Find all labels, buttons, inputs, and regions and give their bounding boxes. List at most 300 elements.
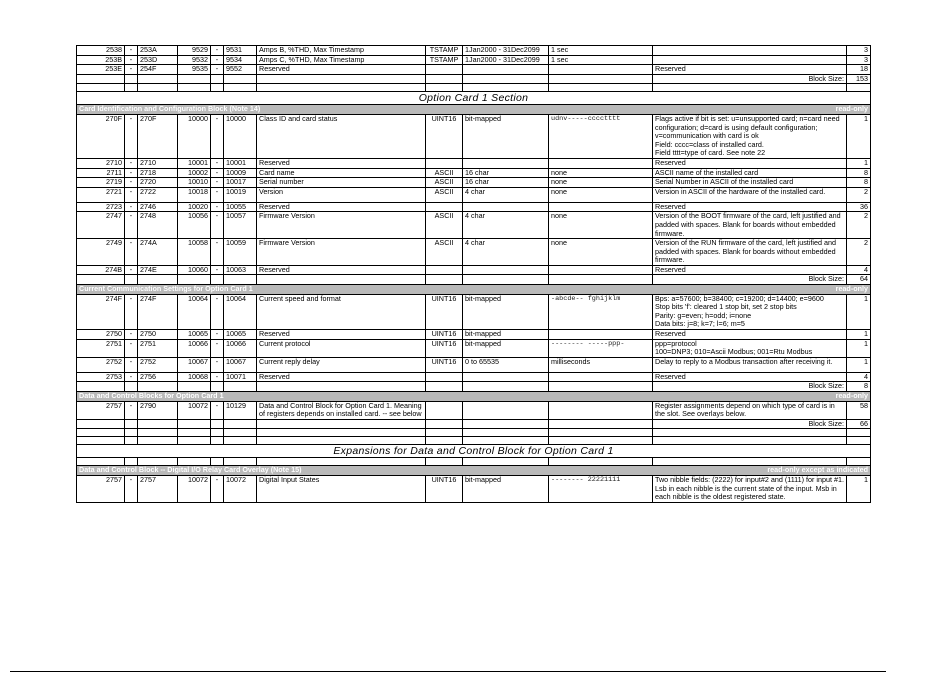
description-cell: Current speed and format (257, 294, 426, 329)
dec-end: 10129 (224, 401, 257, 419)
description-cell: Firmware Version (257, 212, 426, 239)
hex-dash: - (125, 475, 138, 502)
section-access-label: read-only (835, 391, 868, 400)
register-count-cell: 36 (847, 202, 871, 212)
empty-cell (549, 437, 653, 445)
empty-cell (211, 429, 224, 437)
empty-cell (178, 429, 211, 437)
empty-cell (224, 419, 257, 429)
empty-cell (463, 419, 549, 429)
dec-dash: - (211, 330, 224, 340)
comments-cell (653, 46, 847, 56)
range-cell (463, 158, 549, 168)
range-cell: 4 char (463, 187, 549, 202)
description-cell: Class ID and card status (257, 114, 426, 158)
units-cell (549, 330, 653, 340)
empty-cell (77, 84, 125, 92)
section-header-row (77, 392, 871, 402)
table-row (77, 265, 871, 275)
format-cell: UINT16 (426, 114, 463, 158)
description-cell: Data and Control Block for Option Card 1. Meaning of registers depends on installed card. -- see below (257, 401, 426, 419)
hex-end: 2710 (138, 158, 178, 168)
dec-start: 10068 (178, 372, 211, 382)
table-row (77, 212, 871, 239)
register-count-cell: 1 (847, 339, 871, 357)
units-cell (549, 202, 653, 212)
empty-cell (463, 84, 549, 92)
description-cell: Digital Input States (257, 475, 426, 502)
hex-end: 2748 (138, 212, 178, 239)
dec-start: 10010 (178, 178, 211, 188)
section-header-label: Data and Control Block -- Digital I/O Relay Card Overlay (Note 15) (79, 465, 302, 475)
empty-cell (426, 275, 463, 285)
range-cell: bit-mapped (463, 339, 549, 357)
dec-dash: - (211, 294, 224, 329)
register-count-cell: 1 (847, 158, 871, 168)
format-cell (426, 372, 463, 382)
blank-row (77, 437, 871, 445)
hex-start: 2538 (77, 46, 125, 56)
empty-cell (211, 437, 224, 445)
hex-end: 2718 (138, 168, 178, 178)
block-size-row (77, 382, 871, 392)
dec-dash: - (211, 202, 224, 212)
empty-cell (125, 74, 138, 84)
units-cell: milliseconds (549, 357, 653, 372)
empty-cell (211, 84, 224, 92)
dec-end: 9531 (224, 46, 257, 56)
empty-cell (211, 275, 224, 285)
hex-start: 2751 (77, 339, 125, 357)
units-cell: none (549, 168, 653, 178)
dec-dash: - (211, 357, 224, 372)
empty-cell (138, 437, 178, 445)
description-cell: Version (257, 187, 426, 202)
block-size-label: Block Size: (653, 275, 847, 285)
format-cell: TSTAMP (426, 46, 463, 56)
hex-end: 2756 (138, 372, 178, 382)
description-cell: Current protocol (257, 339, 426, 357)
comments-cell: Reserved (653, 202, 847, 212)
dec-end: 9552 (224, 65, 257, 75)
empty-cell (426, 84, 463, 92)
table-row (77, 178, 871, 188)
register-count-cell: 1 (847, 294, 871, 329)
hex-start: 2747 (77, 212, 125, 239)
dec-start: 10002 (178, 168, 211, 178)
hex-start: 2753 (77, 372, 125, 382)
hex-dash: - (125, 114, 138, 158)
dec-start: 10064 (178, 294, 211, 329)
empty-cell (125, 419, 138, 429)
range-cell: 0 to 65535 (463, 357, 549, 372)
register-count-cell: 1 (847, 475, 871, 502)
format-cell (426, 202, 463, 212)
dec-start: 10018 (178, 187, 211, 202)
format-cell: UINT16 (426, 475, 463, 502)
table-row (77, 114, 871, 158)
empty-cell (224, 458, 257, 466)
dec-dash: - (211, 265, 224, 275)
format-cell: ASCII (426, 168, 463, 178)
empty-cell (211, 382, 224, 392)
empty-cell (463, 74, 549, 84)
dec-dash: - (211, 239, 224, 266)
dec-dash: - (211, 158, 224, 168)
empty-cell (178, 419, 211, 429)
section-header-row (77, 466, 871, 476)
dec-end: 10001 (224, 158, 257, 168)
format-cell: UINT16 (426, 330, 463, 340)
empty-cell (463, 275, 549, 285)
dec-start: 10065 (178, 330, 211, 340)
dec-end: 10000 (224, 114, 257, 158)
hex-end: 270F (138, 114, 178, 158)
empty-cell (125, 382, 138, 392)
dec-end: 10055 (224, 202, 257, 212)
empty-cell (549, 74, 653, 84)
register-count-cell: 4 (847, 265, 871, 275)
range-cell (463, 65, 549, 75)
range-cell: bit-mapped (463, 475, 549, 502)
dec-end: 10067 (224, 357, 257, 372)
range-cell: 4 char (463, 212, 549, 239)
description-cell: Amps C, %THD, Max Timestamp (257, 55, 426, 65)
empty-cell (549, 419, 653, 429)
blank-row (77, 429, 871, 437)
dec-start: 9529 (178, 46, 211, 56)
table-row (77, 239, 871, 266)
empty-cell (178, 74, 211, 84)
hex-start: 2723 (77, 202, 125, 212)
section-header-label: Data and Control Blocks for Option Card 1 (79, 391, 224, 400)
table-row (77, 65, 871, 75)
table-row (77, 357, 871, 372)
table-row (77, 401, 871, 419)
empty-cell (257, 84, 426, 92)
hex-start: 253B (77, 55, 125, 65)
section-access-label: read-only (835, 104, 868, 114)
dec-start: 10056 (178, 212, 211, 239)
dec-dash: - (211, 178, 224, 188)
empty-cell (224, 437, 257, 445)
hex-dash: - (125, 357, 138, 372)
empty-cell (77, 382, 125, 392)
description-cell: Amps B, %THD, Max Timestamp (257, 46, 426, 56)
dec-end: 10064 (224, 294, 257, 329)
comments-cell: Bps: a=57600; b=38400; c=19200; d=14400; e=9600 Stop bits 'f': cleared 1 stop bit, set 2 stop bits Parity: g=even; h=odd; i=none Data bits: j=8; k=7; l=6; m=5 (653, 294, 847, 329)
dec-start: 10000 (178, 114, 211, 158)
empty-cell (426, 382, 463, 392)
register-count-cell: 18 (847, 65, 871, 75)
empty-cell (847, 437, 871, 445)
empty-cell (178, 437, 211, 445)
range-cell (463, 401, 549, 419)
hex-start: 2749 (77, 239, 125, 266)
units-cell (549, 401, 653, 419)
units-cell: none (549, 187, 653, 202)
register-count-cell: 8 (847, 168, 871, 178)
hex-start: 2719 (77, 178, 125, 188)
range-cell (463, 265, 549, 275)
hex-dash: - (125, 330, 138, 340)
block-size-value: 153 (847, 74, 871, 84)
table-row (77, 339, 871, 357)
empty-cell (257, 74, 426, 84)
units-cell (549, 65, 653, 75)
dec-end: 10072 (224, 475, 257, 502)
empty-cell (653, 429, 847, 437)
dec-start: 9532 (178, 55, 211, 65)
section-access-label: read-only except as indicated (767, 465, 868, 475)
hex-end: 2720 (138, 178, 178, 188)
dec-dash: - (211, 212, 224, 239)
section-header (77, 466, 871, 476)
empty-cell (138, 84, 178, 92)
empty-cell (211, 74, 224, 84)
comments-cell: Reserved (653, 265, 847, 275)
units-cell (549, 158, 653, 168)
table-row (77, 158, 871, 168)
register-count-cell: 8 (847, 178, 871, 188)
table-row (77, 168, 871, 178)
comments-cell: Version of the RUN firmware of the card, left justified and padded with spaces. Blank for boards without embedded firmware. (653, 239, 847, 266)
comments-cell: Two nibble fields: (2222) for input#2 and (1111) for input #1. Lsb in each nibble is the current state of the input. Msb in each nibble is the oldest registered state. (653, 475, 847, 502)
dec-end: 10017 (224, 178, 257, 188)
block-size-label: Block Size: (653, 419, 847, 429)
empty-cell (257, 429, 426, 437)
format-cell (426, 265, 463, 275)
empty-cell (549, 458, 653, 466)
hex-dash: - (125, 65, 138, 75)
units-cell (549, 372, 653, 382)
hex-start: 2752 (77, 357, 125, 372)
comments-cell: Delay to reply to a Modbus transaction after receiving it. (653, 357, 847, 372)
empty-cell (463, 458, 549, 466)
description-cell: Reserved (257, 265, 426, 275)
section-access-label: read-only (835, 284, 868, 294)
register-count-cell: 2 (847, 239, 871, 266)
format-cell: ASCII (426, 178, 463, 188)
blank-row (77, 84, 871, 92)
dec-start: 10072 (178, 401, 211, 419)
register-rows (77, 46, 871, 503)
register-count-cell: 4 (847, 372, 871, 382)
description-cell: Firmware Version (257, 239, 426, 266)
hex-dash: - (125, 187, 138, 202)
empty-cell (653, 437, 847, 445)
empty-cell (257, 419, 426, 429)
section-title: Expansions for Data and Control Block for Option Card 1 (77, 445, 871, 458)
empty-cell (211, 419, 224, 429)
format-cell: ASCII (426, 239, 463, 266)
dec-dash: - (211, 339, 224, 357)
dec-start: 10060 (178, 265, 211, 275)
comments-cell: Reserved (653, 158, 847, 168)
register-count-cell: 58 (847, 401, 871, 419)
hex-dash: - (125, 294, 138, 329)
comments-cell: Serial Number in ASCII of the installed card (653, 178, 847, 188)
blank-row (77, 458, 871, 466)
empty-cell (257, 275, 426, 285)
block-size-value: 64 (847, 275, 871, 285)
comments-cell: ppp=protocol 100=DNP3; 010=Ascii Modbus; 001=Rtu Modbus (653, 339, 847, 357)
empty-cell (77, 419, 125, 429)
table-row (77, 55, 871, 65)
empty-cell (77, 74, 125, 84)
empty-cell (138, 458, 178, 466)
empty-cell (138, 429, 178, 437)
empty-cell (257, 437, 426, 445)
hex-dash: - (125, 239, 138, 266)
section-header-row (77, 105, 871, 115)
register-count-cell: 1 (847, 357, 871, 372)
register-count-cell: 3 (847, 46, 871, 56)
description-cell: Reserved (257, 202, 426, 212)
hex-dash: - (125, 55, 138, 65)
empty-cell (77, 458, 125, 466)
units-cell (549, 265, 653, 275)
table-row (77, 202, 871, 212)
comments-cell: Register assignments depend on which type of card is in the slot. See overlays below. (653, 401, 847, 419)
hex-end: 2746 (138, 202, 178, 212)
range-cell (463, 202, 549, 212)
empty-cell (257, 382, 426, 392)
comments-cell: ASCII name of the installed card (653, 168, 847, 178)
hex-end: 254F (138, 65, 178, 75)
units-cell: -------- -----ppp- (549, 339, 653, 357)
empty-cell (426, 458, 463, 466)
empty-cell (463, 382, 549, 392)
units-cell: none (549, 178, 653, 188)
range-cell: bit-mapped (463, 294, 549, 329)
hex-dash: - (125, 46, 138, 56)
hex-end: 253D (138, 55, 178, 65)
dec-end: 10019 (224, 187, 257, 202)
empty-cell (178, 84, 211, 92)
hex-dash: - (125, 202, 138, 212)
range-cell (463, 372, 549, 382)
description-cell: Reserved (257, 372, 426, 382)
hex-dash: - (125, 178, 138, 188)
empty-cell (426, 437, 463, 445)
range-cell: bit-mapped (463, 114, 549, 158)
units-cell: udnv-----cccctttt (549, 114, 653, 158)
dec-end: 10009 (224, 168, 257, 178)
empty-cell (549, 275, 653, 285)
format-cell (426, 65, 463, 75)
units-cell: none (549, 212, 653, 239)
dec-start: 10058 (178, 239, 211, 266)
empty-cell (125, 429, 138, 437)
units-cell: -abcde-- fghijklm (549, 294, 653, 329)
range-cell: 16 char (463, 168, 549, 178)
format-cell: UINT16 (426, 357, 463, 372)
table-row (77, 187, 871, 202)
dec-dash: - (211, 55, 224, 65)
hex-dash: - (125, 168, 138, 178)
block-size-value: 8 (847, 382, 871, 392)
section-header-label: Card Identification and Configuration Block (Note 14) (79, 104, 261, 114)
empty-cell (224, 275, 257, 285)
table-row (77, 475, 871, 502)
footer-rule (10, 671, 886, 672)
dec-start: 10001 (178, 158, 211, 168)
format-cell: UINT16 (426, 294, 463, 329)
dec-dash: - (211, 65, 224, 75)
hex-start: 2710 (77, 158, 125, 168)
description-cell: Card name (257, 168, 426, 178)
dec-start: 9535 (178, 65, 211, 75)
hex-end: 274A (138, 239, 178, 266)
format-cell: ASCII (426, 187, 463, 202)
hex-end: 2752 (138, 357, 178, 372)
register-count-cell: 3 (847, 55, 871, 65)
dec-end: 9534 (224, 55, 257, 65)
empty-cell (77, 275, 125, 285)
table-row (77, 372, 871, 382)
block-size-row (77, 419, 871, 429)
range-cell: 1Jan2000 - 31Dec2099 (463, 46, 549, 56)
empty-cell (125, 437, 138, 445)
register-map-sheet (76, 45, 868, 503)
hex-dash: - (125, 339, 138, 357)
empty-cell (549, 84, 653, 92)
empty-cell (426, 429, 463, 437)
dec-end: 10057 (224, 212, 257, 239)
section-header-label: Current Communication Settings for Option Card 1 (79, 284, 253, 294)
section-header-row (77, 285, 871, 295)
section-title-row (77, 92, 871, 105)
dec-start: 10067 (178, 357, 211, 372)
empty-cell (426, 74, 463, 84)
table-row (77, 330, 871, 340)
empty-cell (178, 382, 211, 392)
hex-dash: - (125, 372, 138, 382)
range-cell: bit-mapped (463, 330, 549, 340)
hex-start: 2721 (77, 187, 125, 202)
empty-cell (138, 419, 178, 429)
format-cell (426, 401, 463, 419)
empty-cell (224, 429, 257, 437)
empty-cell (549, 429, 653, 437)
dec-dash: - (211, 187, 224, 202)
block-size-row (77, 275, 871, 285)
description-cell: Reserved (257, 330, 426, 340)
empty-cell (463, 429, 549, 437)
register-count-cell: 1 (847, 330, 871, 340)
dec-dash: - (211, 46, 224, 56)
hex-start: 2757 (77, 475, 125, 502)
section-header (77, 392, 871, 402)
table-row (77, 46, 871, 56)
comments-cell: Version of the BOOT firmware of the card, left justified and padded with spaces. Blank for boards without embedded firmware. (653, 212, 847, 239)
comments-cell (653, 55, 847, 65)
units-cell: 1 sec (549, 55, 653, 65)
dec-end: 10065 (224, 330, 257, 340)
comments-cell: Version in ASCII of the hardware of the installed card. (653, 187, 847, 202)
comments-cell: Flags active if bit is set: u=unsupported card; n=card need configuration; d=card is using default configuration; v=communication with card is ok Field: cccc=class of installed card. Field tttt=type of card. See note 22 (653, 114, 847, 158)
description-cell: Current reply delay (257, 357, 426, 372)
empty-cell (653, 458, 847, 466)
dec-end: 10071 (224, 372, 257, 382)
range-cell: 4 char (463, 239, 549, 266)
empty-cell (77, 437, 125, 445)
dec-dash: - (211, 168, 224, 178)
empty-cell (257, 458, 426, 466)
comments-cell: Reserved (653, 372, 847, 382)
hex-end: 2751 (138, 339, 178, 357)
